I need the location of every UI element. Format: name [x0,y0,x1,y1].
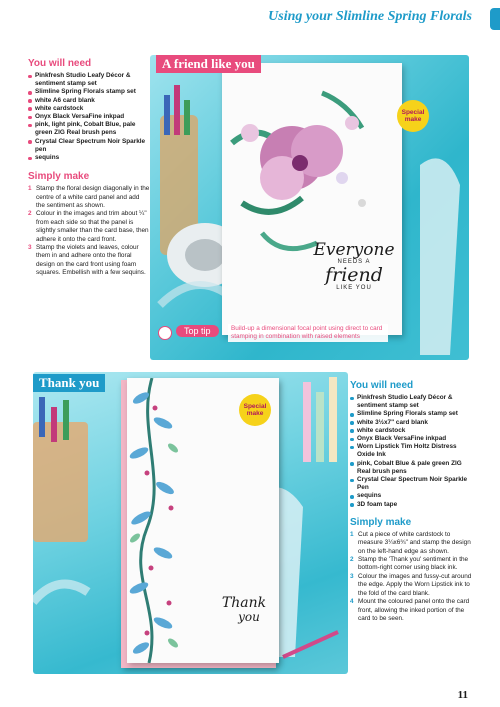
project2-make-heading: Simply make [350,516,412,528]
list-item: Slimline Spring Florals stamp set [350,410,475,418]
top-tip [158,324,458,360]
project2-photo [33,372,348,674]
lightbulb-icon [158,326,172,340]
step-item: 1 Stamp the floral design diagonally in the centre of a white card panel and add the sentiment as shown. [28,185,150,210]
header-tab [490,8,500,30]
tip-text: Build-up a dimensional focal point using direct to card stamping in combination with raised elements [228,324,388,342]
floral-stamp-image [222,63,402,335]
list-item: white cardstock [28,105,150,113]
project1-photo [150,55,469,360]
list-item: white cardstock [350,427,475,435]
project1-needs-list [28,72,150,162]
project1-steps [28,185,150,277]
list-item: Pinkfresh Studio Leafy Décor & sentiment stamp set [350,394,475,410]
step-item: 4 Mount the coloured panel onto the card front, allowing the inked portion of the card to be seen. [350,598,470,622]
project2-needs-heading: You will need [350,380,414,391]
list-item: Onyx Black VersaFine inkpad [350,435,475,443]
step-item: 3 Stamp the violets and leaves, colour them in and adhere onto the floral design on the card front using foam squares. Embellish with a few sequins. [28,244,146,277]
project1-make-heading: Simply make [28,171,90,183]
special-make-badge: Special make [397,100,429,132]
card-sentiment: Everyone NEEDS A friend LIKE YOU [313,240,395,291]
list-item: 3D foam tape [350,501,475,509]
list-item: pink, Cobalt Blue & pale green ZIG Real brush pens [350,460,475,476]
page-number: 11 [457,689,468,701]
list-item: white A6 card blank [28,97,150,105]
page-header [0,0,500,34]
step-item: 3 Colour the images and fussy-cut around the edge. Apply the Worn Lipstick ink to the fold of the card blank. [350,572,472,597]
step-item: 2 Stamp the 'Thank you' sentiment in the bottom-right corner using black ink. [350,556,469,572]
special-make-badge: Special make [239,394,271,426]
card-sentiment: Thank you [221,595,267,624]
friend-card [222,63,402,335]
project2-title: Thank you [33,374,105,392]
list-item: Pinkfresh Studio Leafy Décor & sentiment stamp set [28,72,150,88]
project2-steps [350,531,475,623]
project1-text [28,58,150,278]
project2-text [350,380,475,623]
project1-needs-heading: You will need [28,58,92,69]
tip-label: Top tip [176,325,219,337]
list-item: white 3½x7" card blank [350,419,475,427]
step-item: 1 Cut a piece of white cardstock to measure 3¼x6¾" and stamp the design on the left-hand edge as shown. [350,530,471,555]
list-item: sequins [350,492,475,500]
list-item: pink, light pink, Cobalt Blue, pale green ZIG Real brush pens [28,121,150,137]
page-title: Using your Slimline Spring Florals [268,9,472,24]
list-item: Crystal Clear Spectrum Noir Sparkle Pen [350,476,475,492]
project2-needs-list [350,394,475,509]
list-item: sequins [28,154,150,162]
leafy-border-image [127,378,187,663]
step-item: 2 Colour in the images and trim about ¼" from each side so that the panel is slightly smaller than the card base, then adhere it onto the card front. [28,210,149,243]
project1-title: A friend like you [156,55,261,73]
list-item: Worn Lipstick Tim Holtz Distress Oxide Ink [350,443,475,459]
list-item: Crystal Clear Spectrum Noir Sparkle pen [28,138,150,154]
list-item: Slimline Spring Florals stamp set [28,88,150,96]
list-item: Onyx Black VersaFine inkpad [28,113,150,121]
